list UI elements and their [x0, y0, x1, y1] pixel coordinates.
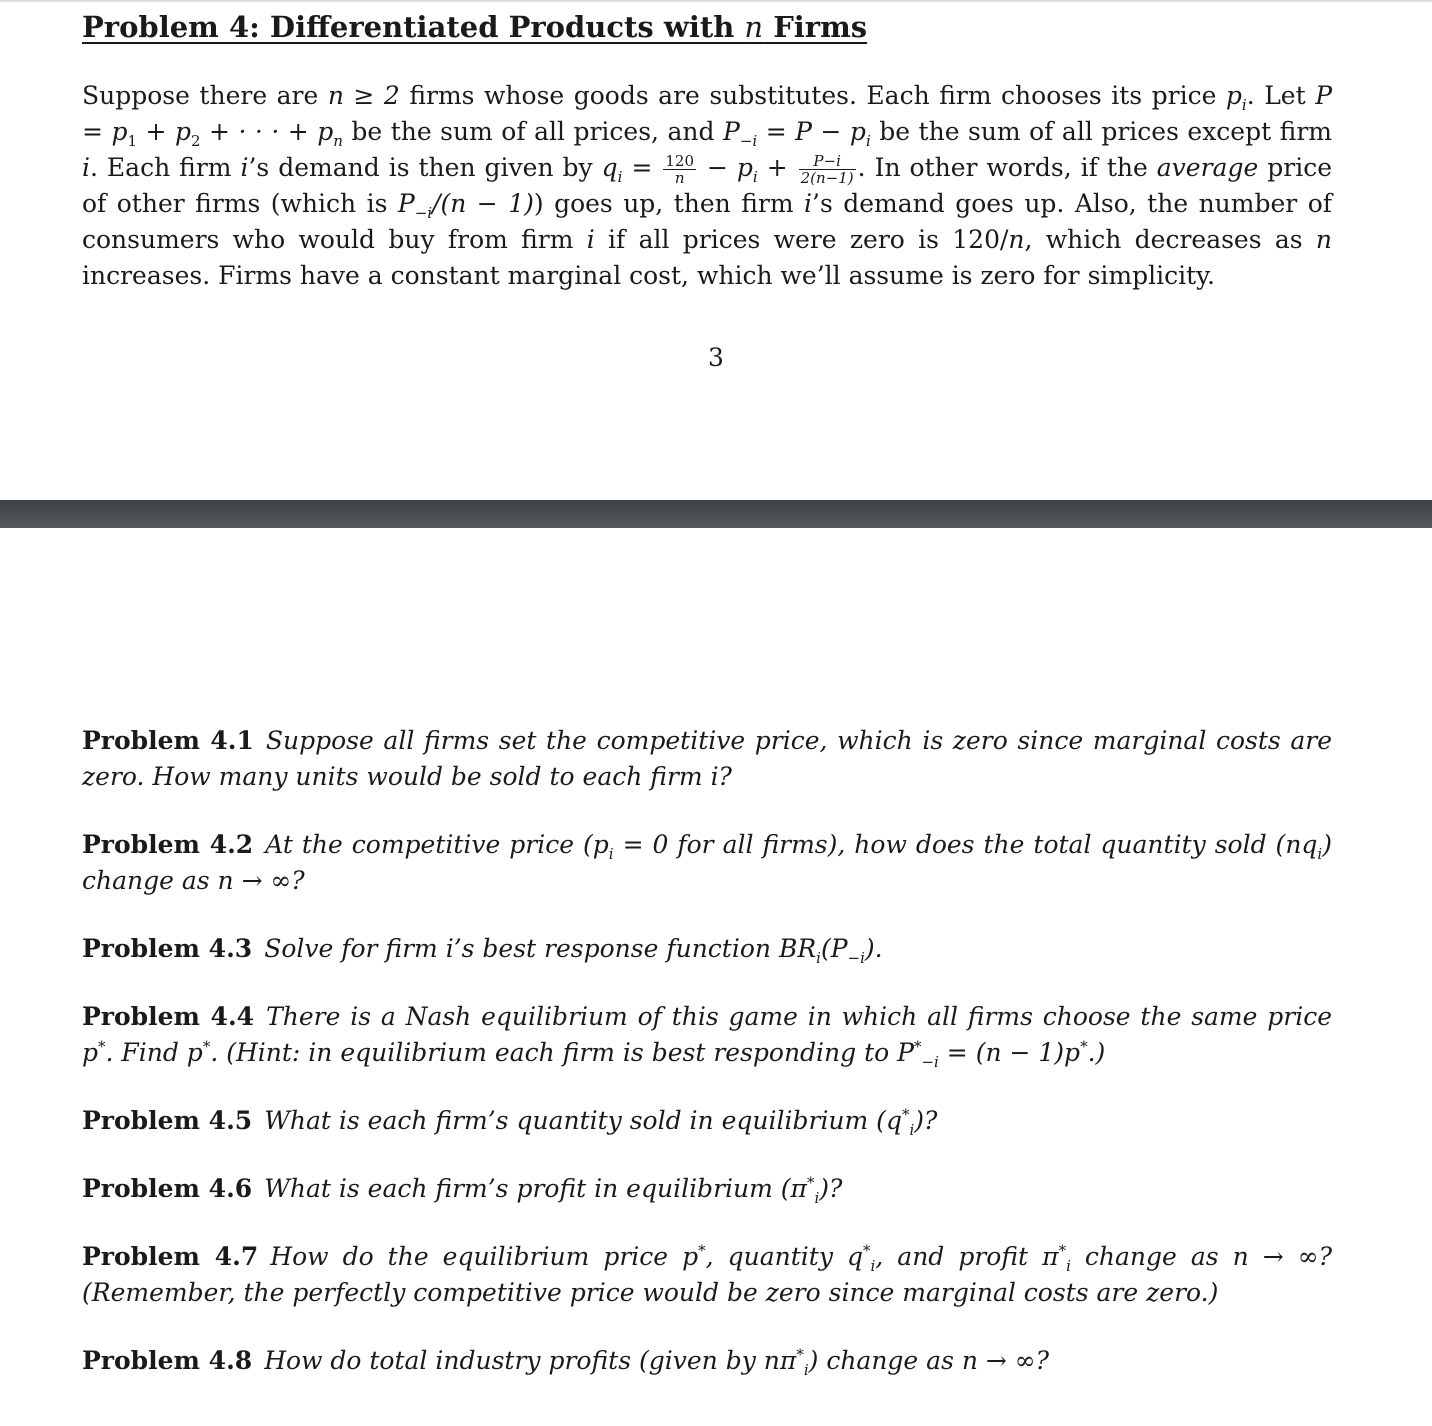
- problem-4-6: Problem 4.6 What is each firm’s profit in equilibrium $(\pi^*_i)$?: [82, 1173, 843, 1207]
- page-separator: [0, 500, 1432, 528]
- problem-4-3: Problem 4.3 Solve for firm i’s best response function $BR_i(P_{-i})$.: [82, 934, 883, 967]
- problem-4-8: Problem 4.8 How do total industry profits (given by $n\pi^*_i$) change as n → ∞?: [82, 1345, 1050, 1379]
- fraction-p-minus-i: $\frac{P-i}{2(n-1)}$: [800, 152, 854, 187]
- document-page-upper: [0, 0, 1432, 500]
- fraction-120-over-n: $\frac{120}{n}$: [665, 152, 695, 187]
- problem-4-7: Problem 4.7 How do the equilibrium price p*, quantity $q^*_i$, and profit $\pi^*_i$ change as n → ∞? (Remember, the perfectly competitive price would be zero since marginal costs are zero.): [82, 1241, 1332, 1307]
- problem-4-5: Problem 4.5 What is each firm’s quantity sold in equilibrium $(q^*_i)$?: [82, 1105, 938, 1139]
- page-number: 3: [708, 343, 724, 372]
- problem-4-2: Problem 4.2 At the competitive price ($p_i = 0$ for all firms), how does the total quantity sold $(nq_i)$ change as n → ∞?: [82, 830, 1332, 895]
- problem-4-4: Problem 4.4 There is a Nash equilibrium of this game in which all firms choose the same price p*. Find p*. (Hint: in equilibrium each firm is best responding to $P^*_{-i} = (n - 1)p^*$.): [82, 1002, 1332, 1071]
- problem-intro-paragraph: Suppose there are n ≥ 2 firms whose goods are substitutes. Each firm chooses its price $p_i$. Let $P = p_1 + p_2$ + · · · + $p_n$ be the sum of all prices, and $P_{-i} = P - p_i$ be the sum of all prices except firm i. Each firm i’s demand is then given by $q_i$ = $\frac{120}{n}$ − $p_i$ + $\frac{P-i}{2(n-1)}$ . In other words, if the average price of other firms (which is $P_{-i}/(n - 1)$) goes up, then firm i’s demand goes up. Also, the number of consumers who would buy from firm i if all prices were zero is 120/n, which decreases as n increases. Firms have a constant marginal cost, which we’ll assume is zero for simplicity.: [82, 81, 1333, 290]
- section-title: Problem 4: Differentiated Products with n Firms: [82, 10, 868, 44]
- problem-4-1: Problem 4.1 Suppose all firms set the competitive price, which is zero since marginal costs are zero. How many units would be sold to each firm i?: [82, 726, 1332, 791]
- document-page-lower: [0, 528, 1432, 1426]
